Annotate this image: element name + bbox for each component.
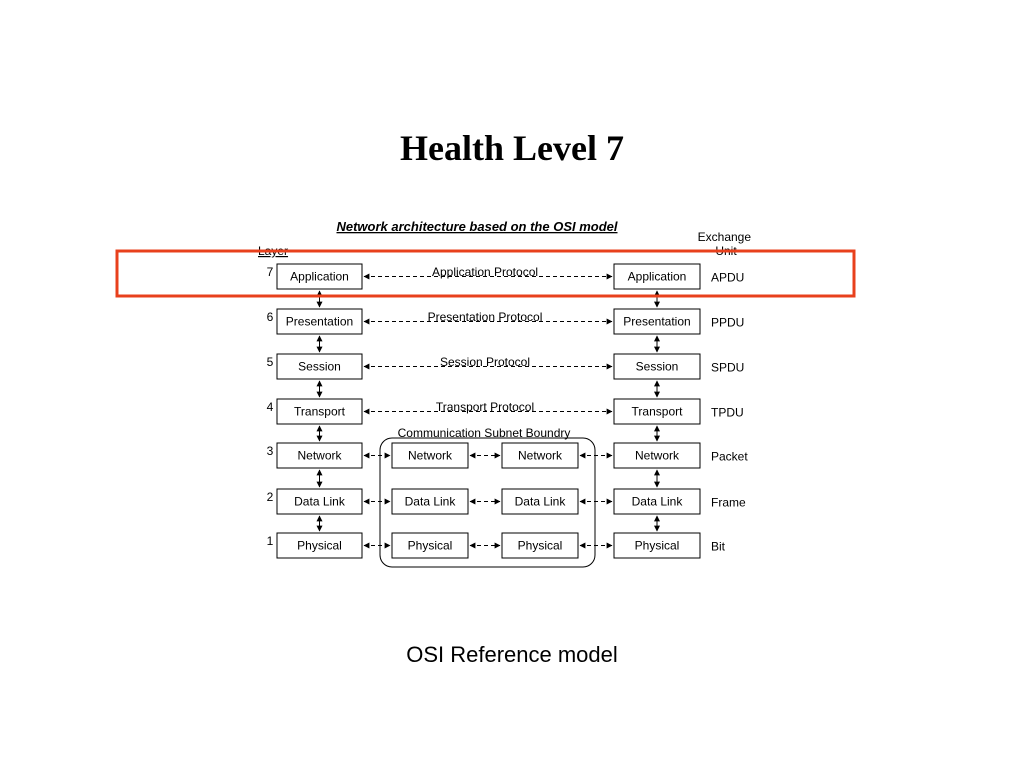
layer-3-number: 3 <box>266 444 274 458</box>
layer-2-right-label: Data Link <box>631 494 683 509</box>
layer-2-subnet-label-2: Data Link <box>514 494 566 509</box>
layer-5-right-label: Session <box>635 359 679 374</box>
layer-2-left-label: Data Link <box>294 494 345 509</box>
layer-1-unit: Bit <box>711 539 726 554</box>
layer-3-subnet-label-2: Network <box>517 448 563 463</box>
layer-6-unit: PPDU <box>711 315 745 330</box>
layer-4-right-label: Transport <box>631 404 683 419</box>
slide-title: Health Level 7 <box>400 128 624 168</box>
layer-2-subnet-label-1: Data Link <box>404 494 456 509</box>
layer-5-unit: SPDU <box>711 360 745 375</box>
layer-7-left-label: Application <box>290 269 349 284</box>
layer-3-unit: Packet <box>711 449 748 464</box>
diagram-heading: Network architecture based on the OSI model <box>336 219 618 234</box>
layer-4-number: 4 <box>266 400 274 414</box>
layer-7-unit: APDU <box>711 270 745 285</box>
layer-5-left-label: Session <box>298 359 341 374</box>
layer-1-left-label: Physical <box>297 538 342 553</box>
subnet-label: Communication Subnet Boundry <box>397 426 571 440</box>
layer-4-left-label: Transport <box>294 404 345 419</box>
layer-4-unit: TPDU <box>711 405 744 420</box>
layer-label: Layer <box>258 244 289 258</box>
layer-1-right-label: Physical <box>634 538 680 553</box>
layer-6-left-label: Presentation <box>285 314 354 329</box>
layer-7-right-label: Application <box>627 269 687 284</box>
exchange-unit-label: Exchange Unit <box>697 230 752 258</box>
layer-7-number: 7 <box>266 265 274 279</box>
layer-1-number: 1 <box>266 534 274 548</box>
layer-6-number: 6 <box>266 310 274 324</box>
layer-2-number: 2 <box>266 490 274 504</box>
layer-3-subnet-label-1: Network <box>407 448 453 463</box>
layer-6-right-label: Presentation <box>623 314 691 329</box>
layer-3-right-label: Network <box>634 448 680 463</box>
layer-5-number: 5 <box>266 355 274 369</box>
layer-4-protocol-label: Transport Protocol <box>435 400 535 414</box>
layer-3-left-label: Network <box>297 448 342 463</box>
layer-5-protocol-label: Session Protocol <box>439 355 531 369</box>
layer-7-protocol-label: Application Protocol <box>431 265 539 279</box>
layer-1-subnet-label-1: Physical <box>407 538 453 553</box>
caption: OSI Reference model <box>406 642 618 667</box>
layer-6-protocol-label: Presentation Protocol <box>427 310 543 324</box>
layer-1-subnet-label-2: Physical <box>517 538 563 553</box>
layer-2-unit: Frame <box>711 495 746 510</box>
